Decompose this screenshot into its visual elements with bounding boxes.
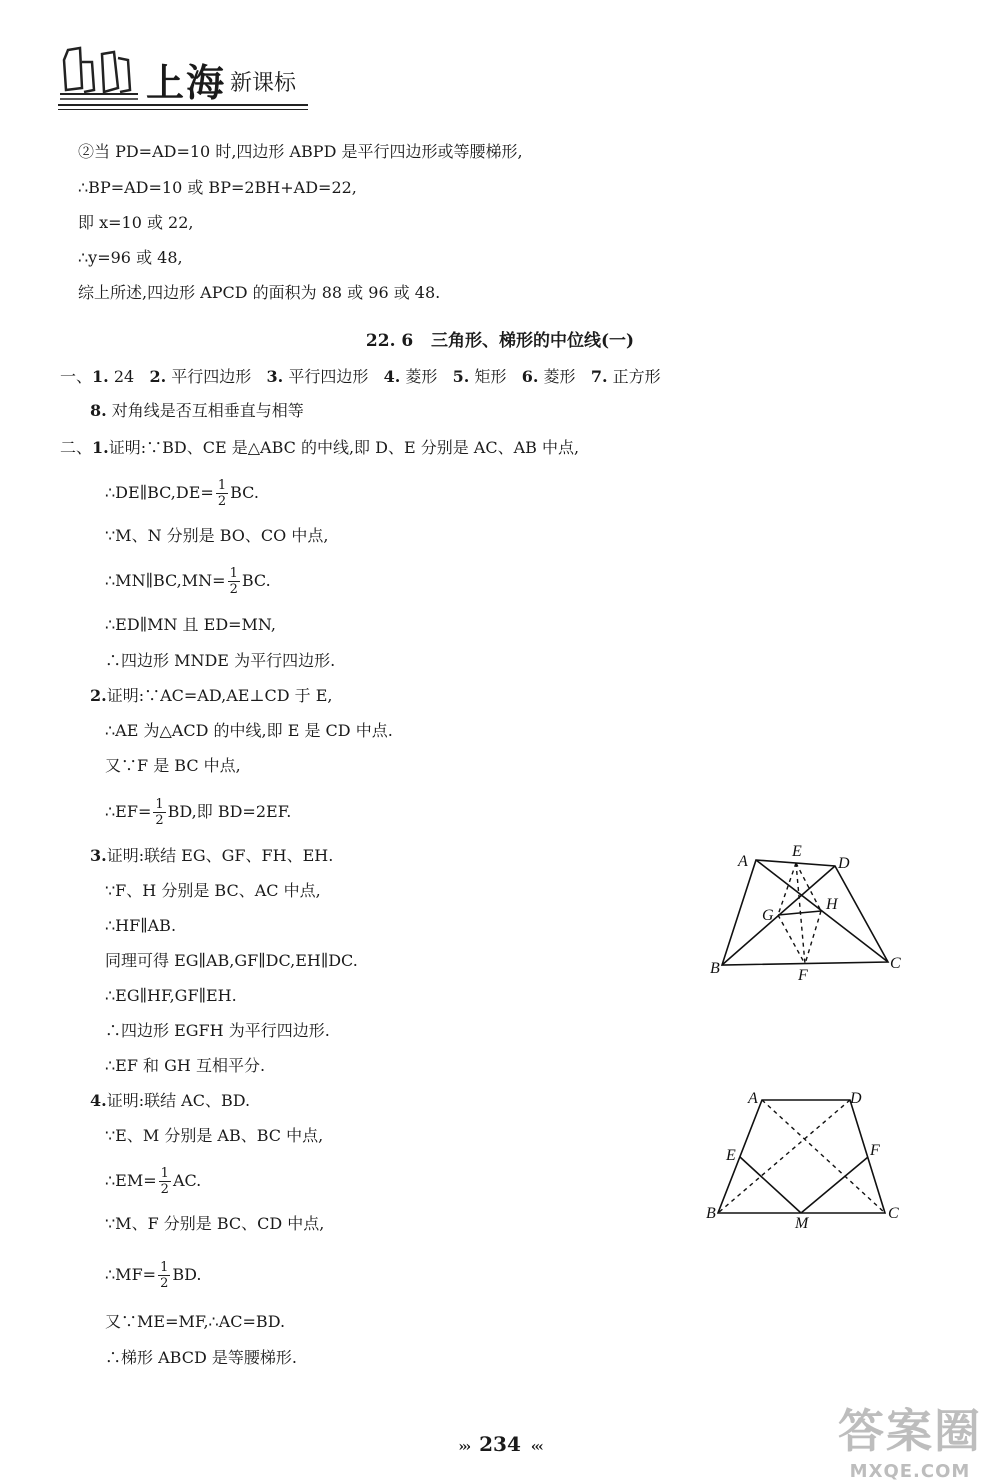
figure1-label-g: G [762,907,774,924]
figure1-label-b: B [710,960,720,977]
fraction [159,1166,171,1197]
q1-line-2 [105,478,259,509]
q4-line-2: ∵E、M 分别是 AB、BC 中点, [105,1126,324,1145]
watermark [838,1395,982,1482]
question-num: 4. [90,1091,107,1110]
fraction-numerator: 1 [217,478,227,493]
answer-text: 24 [113,367,135,386]
answer-num: 3. [266,367,284,386]
books-logo-icon [58,42,142,102]
part1-answers [60,365,661,389]
section-title: 22. 6 三角形、梯形的中位线(一) [365,331,635,351]
q4-text: BD. [172,1265,202,1284]
header-rule [58,104,308,106]
figure2-label-f: F [870,1142,880,1159]
q4-text: ∴MF= [105,1265,157,1284]
fraction [228,566,240,597]
question-num: 2. [90,686,107,705]
q4-line-7: ∴梯形 ABCD 是等腰梯形. [105,1348,297,1367]
part1-prefix: 一、 [60,367,93,386]
q4-text: 证明:联结 AC、BD. [106,1091,251,1110]
q2-line-4 [105,797,291,828]
answer-text: 菱形 [405,367,438,386]
left-arrows: ››› [458,1439,470,1455]
answer-num: 8. [90,401,107,420]
series-label: 新课标 [230,71,297,96]
answer-text: 正方形 [612,367,661,386]
q3-line-5: ∴EG∥HF,GF∥EH. [105,986,237,1005]
q2-text: 证明:∵AC=AD,AE⊥CD 于 E, [106,686,333,705]
answer-num: 2. [149,367,167,386]
figure1-label-e: E [792,843,802,860]
answer-num: 7. [590,367,608,386]
intro-line-5: 综上所述,四边形 APCD 的面积为 88 或 96 或 48. [78,283,441,302]
q2-line-3: 又∵F 是 BC 中点, [105,756,241,775]
figure2-label-b: B [706,1205,716,1222]
answer-num: 6. [521,367,539,386]
q2-text: ∴EF= [105,802,152,821]
q1-text: ∴MN∥BC,MN= [105,571,226,590]
q1-line-5: ∴ED∥MN 且 ED=MN, [105,615,276,634]
figure1-label-d: D [838,855,850,872]
answer-num: 4. [383,367,401,386]
right-arrows: ‹‹‹ [530,1439,542,1455]
fraction-numerator: 1 [160,1260,169,1275]
fraction-numerator: 1 [155,797,164,812]
q3-line-3: ∴HF∥AB. [105,916,177,935]
fraction-denominator: 2 [160,1276,169,1291]
fraction [158,1260,170,1291]
fraction-denominator: 2 [155,813,164,828]
q2-line-2: ∴AE 为△ACD 的中线,即 E 是 CD 中点. [105,721,393,740]
fraction-denominator: 2 [229,582,238,597]
fraction [216,478,228,509]
answer-text: 对角线是否互相垂直与相等 [111,401,304,420]
watermark-url: MXQE.COM [849,1461,971,1482]
q1-text: BC. [241,571,271,590]
q4-line-1 [90,1089,250,1113]
answer-num: 5. [452,367,470,386]
q4-line-3 [105,1166,201,1197]
q3-line-7: ∴EF 和 GH 互相平分. [105,1056,266,1075]
fraction-numerator: 1 [229,566,238,581]
q4-text: AC. [172,1171,202,1190]
fraction-numerator: 1 [160,1166,169,1181]
figure-isosceles-trapezoid [700,1085,920,1239]
q4-line-4: ∵M、F 分别是 BC、CD 中点, [105,1214,325,1233]
figure2-label-a: A [748,1090,758,1107]
question-num: 1. [92,438,109,457]
answer-text: 矩形 [474,367,507,386]
q1-text: BC. [230,483,259,502]
fraction [153,797,165,828]
q1-text: ∴DE∥BC,DE= [105,483,214,502]
q3-line-6: ∴四边形 EGFH 为平行四边形. [105,1021,330,1040]
figure2-label-d: D [850,1090,862,1107]
q4-line-5 [105,1260,201,1291]
header-rule-thin [58,109,308,110]
q4-line-6: 又∵ME=MF,∴AC=BD. [105,1312,286,1331]
figure1-label-f: F [798,967,808,984]
q1-line-6: ∴四边形 MNDE 为平行四边形. [105,651,336,670]
question-num: 3. [90,846,107,865]
q1-line-3: ∵M、N 分别是 BO、CO 中点, [105,526,329,545]
q2-line-1 [90,684,333,708]
brand-title: 上海 [146,61,227,105]
answer-num: 1. [92,367,109,386]
watermark-title: 答案圈 [838,1404,982,1458]
intro-line-3: 即 x=10 或 22, [78,213,194,232]
q3-text: 证明:联结 EG、GF、FH、EH. [106,846,334,865]
q1-line-4 [105,566,271,597]
part1-answer-8 [90,399,304,423]
fraction-denominator: 2 [217,494,227,509]
header [58,42,308,112]
figure1-label-a: A [738,853,748,870]
part2-prefix: 二、 [60,438,93,457]
answer-text: 平行四边形 [171,367,252,386]
intro-line-1: ②当 PD=AD=10 时,四边形 ABPD 是平行四边形或等腰梯形, [78,142,523,161]
intro-line-2: ∴BP=AD=10 或 BP=2BH+AD=22, [78,178,357,197]
q4-text: ∴EM= [105,1171,157,1190]
page-number: 234 [479,1432,521,1456]
figure2-label-c: C [888,1205,899,1222]
fraction-denominator: 2 [160,1182,169,1197]
figure2-label-m: M [795,1215,809,1232]
figure2-label-e: E [726,1147,736,1164]
intro-line-4: ∴y=96 或 48, [78,248,183,267]
q3-line-2: ∵F、H 分别是 BC、AC 中点, [105,881,321,900]
answer-text: 平行四边形 [288,367,369,386]
figure1-label-c: C [890,955,901,972]
q2-text: BD,即 BD=2EF. [167,802,292,821]
q1-line-1 [60,436,579,460]
q1-text: 证明:∵BD、CE 是△ABC 的中线,即 D、E 分别是 AC、AB 中点, [108,438,580,457]
figure-trapezoid-midpoints [700,840,930,994]
q3-line-4: 同理可得 EG∥AB,GF∥DC,EH∥DC. [105,951,358,970]
q3-line-1 [90,844,333,868]
answer-text: 菱形 [543,367,576,386]
figure1-label-h: H [826,896,838,913]
